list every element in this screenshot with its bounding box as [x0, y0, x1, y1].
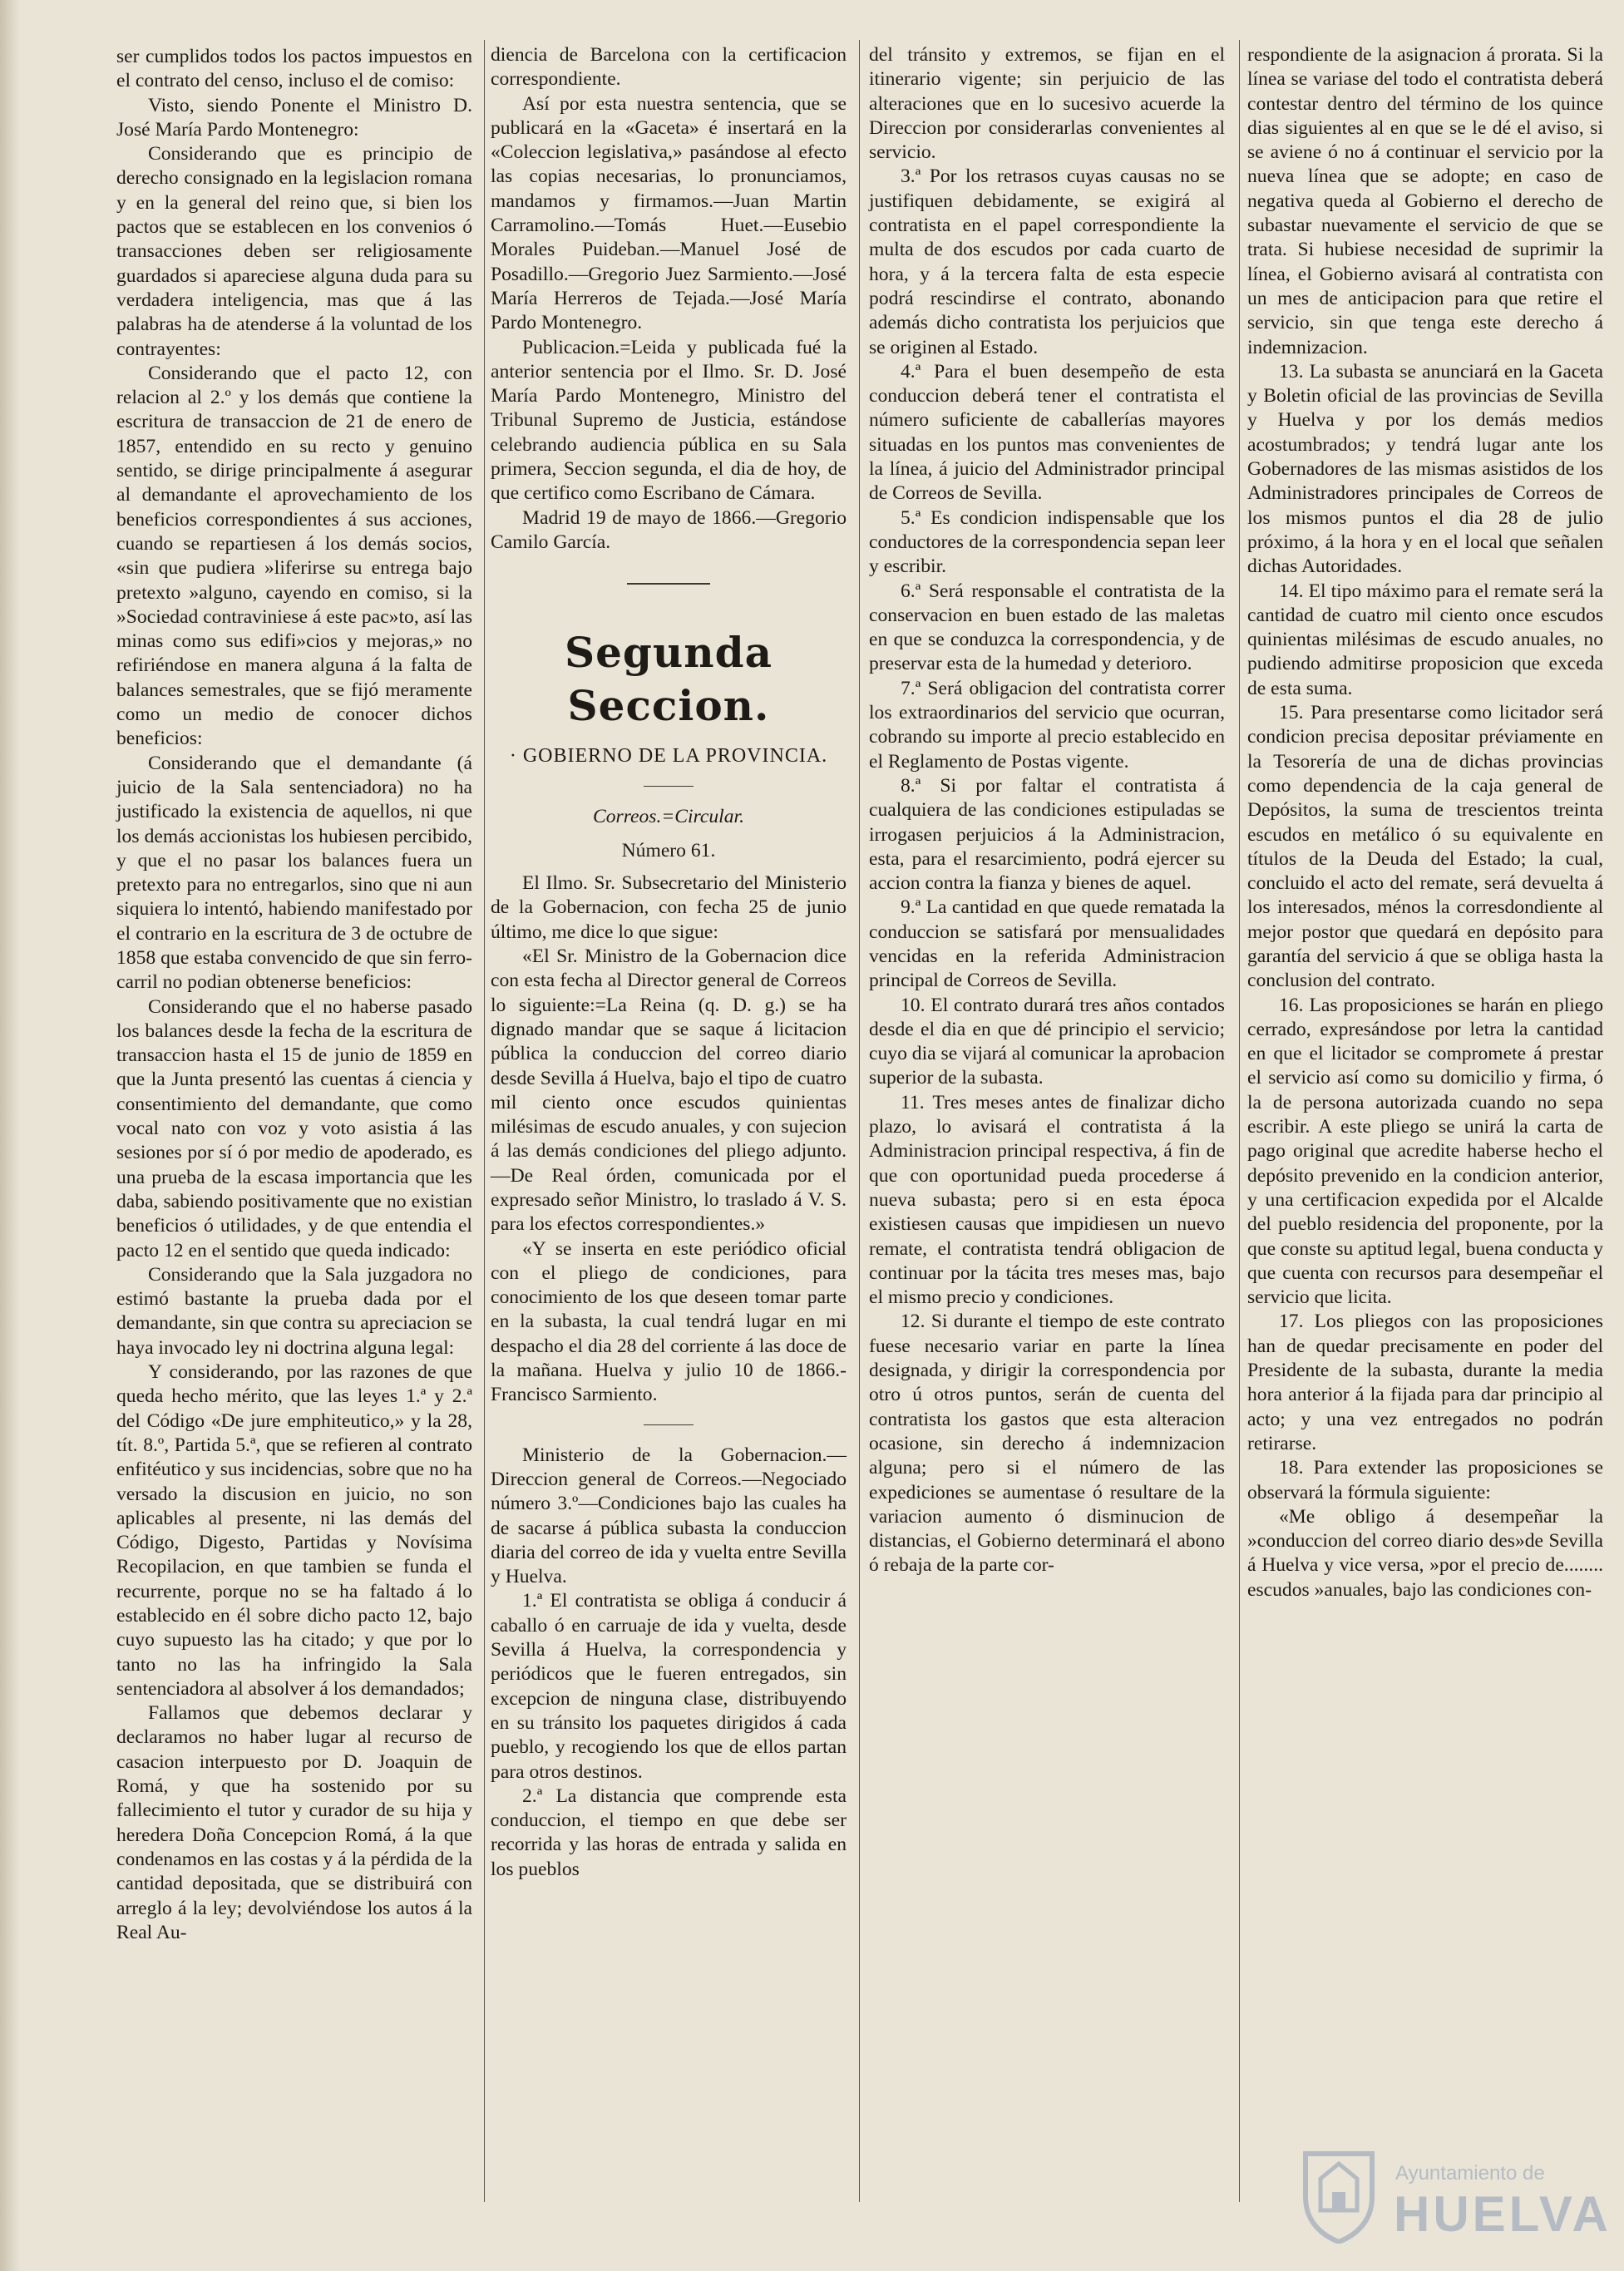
watermark-subtitle: Ayuntamiento de	[1395, 2162, 1545, 2185]
column-rule	[484, 40, 485, 2202]
paragraph: Considerando que es principio de derecho consignado en la legislacion romana y en la general del reino que, si bien los pactos que se establecen en los convenios ó transacciones deben ser religiosamente guardados si apareciese alguna duda para su verdadera inteligencia, mas que á las palabras ha de atenderse á la voluntad de los contrayentes:	[116, 143, 472, 360]
paragraph: El Ilmo. Sr. Subsecretario del Ministerio de la Gobernacion, con fecha 25 de junio último, me dice lo que sigue:	[491, 872, 847, 943]
paragraph: 11. Tres meses antes de finalizar dicho plazo, lo avisará el contratista á la Administracion principal respectiva, á fin de que con oportunidad pueda procederse á nueva subasta; pero si en esta época existiesen causas que impidiesen un nuevo remate, el contratista tendrá obligacion de continuar por la tácita tres meses mas, bajo el mismo precio y condiciones.	[869, 1091, 1225, 1309]
paragraph: Considerando que el demandante (á juicio de la Sala sentenciadora) no ha justificado la existencia de aquellos, ni que los demás accionistas los hubiesen percibido, y que el no pasar los balances fuera un pretexto para no entregarlos, sino que ni aun siquiera lo intentó, habiendo manifestado por el contrario en la escritura de 3 de octubre de 1858 que estaba convencido de que sin ferro-carril no podian obtenerse beneficios:	[116, 752, 472, 994]
section-subtitle: · GOBIERNO DE LA PROVINCIA.	[509, 745, 828, 768]
paragraph: 2.ª La distancia que comprende esta conduccion, el tiempo en que debe ser recorrida y las horas de entrada y salida en los pueblos	[491, 1785, 847, 1880]
paragraph: Considerando que el pacto 12, con relacion al 2.º y los demás que contiene la escritura de transaccion de 21 de enero de 1857, entendido en su recto y genuino sentido, se dirige principalmente á asegurar al demandante el aprovechamiento de los beneficios correspondientes á sus acciones, cuando se repartiesen á los demás socios, «sin que pudiera »liferirse su entrega bajo pretexto »alguno, cayendo en comiso, si la »Sociedad contraviniese á este pac»to, así las minas como sus edifi»cios y mejoras,» no refiriéndose en manera alguna á la falta de balances semestrales, que se fijó meramente como un medio de conocer dichos beneficios:	[116, 362, 472, 750]
paragraph: 8.ª Si por faltar el contratista á cualquiera de las condiciones estipuladas se irrogasen perjuicios á la Administracion, esta, para el resarcimiento, podrá ejercer su accion contra la fianza y bienes de aquel.	[869, 774, 1225, 895]
paragraph: Ministerio de la Gobernacion.—Direccion general de Correos.—Negociado número 3.º—Condiciones bajo las cuales ha de sacarse á pública subasta la conduccion diaria del correo de ida y vuelta entre Sevilla y Huelva.	[491, 1444, 847, 1588]
column-4	[1247, 43, 1603, 1602]
paragraph: Visto, siendo Ponente el Ministro D. José María Pardo Montenegro:	[116, 94, 472, 141]
archive-watermark	[1297, 2145, 1612, 2245]
coat-of-arms-icon	[1297, 2145, 1380, 2244]
page-edge-shadow	[0, 0, 20, 2271]
column-2	[491, 43, 847, 1882]
paragraph: respondiente de la asignacion á prorata. Si la línea se variase del todo el contratista deberá contestar dentro del término de los quince dias siguientes al en que se le dé el aviso, si se aviene ó no á continuar el servicio por la nueva línea que se adopte; en caso de negativa queda al Gobierno el derecho de subastar nuevamente el servicio de que se trata. Si hubiese necesidad de suprimir la línea, el Gobierno avisará al contratista con un mes de anticipacion para que retire el servicio, sin que tenga este derecho á indemnizacion.	[1247, 44, 1603, 358]
paragraph: 4.ª Para el buen desempeño de esta conduccion deberá tener el contratista el número suficiente de caballerías mayores situadas en los puntos mas convenientes de la línea, á juicio del Administrador principal de Correos de Sevilla.	[869, 360, 1225, 505]
paragraph: 10. El contrato durará tres años contados desde el dia en que dé principio el servicio; cuyo dia se vijará al comunicar la aprobacion superior de la subasta.	[869, 994, 1225, 1089]
circular-number: Número 61.	[621, 839, 716, 861]
paragraph: 14. El tipo máximo para el remate será la cantidad de cuatro mil ciento once escudos quinientas milésimas de escudo anuales, no pudiendo admitirse proposicion que exceda de esta suma.	[1247, 580, 1603, 699]
paragraph: 12. Si durante el tiempo de este contrato fuese necesario variar en parte la línea designada, y dirigir la correspondencia por otro ú otros puntos, serán de cuenta del contratista los gastos que esta alteracion ocasione, sin derecho á indemnizacion alguna; pero si el número de las expediciones se aumentase ó resultare de la variacion aumento ó disminucion de distancias, el Gobierno determinará el abono ó rebaja de la parte cor-	[869, 1311, 1225, 1577]
section-divider	[627, 583, 710, 585]
paragraph: 3.ª Por los retrasos cuyas causas no se justifiquen debidamente, se exigirá al contratista en el papel correspondiente la multa de dos escudos por cada cuarto de hora, y á la tercera falta de esta especie podrá rescindirse el contrato, abonando además dicho contratista los perjuicios que se originen al Estado.	[869, 165, 1225, 358]
paragraph: del tránsito y extremos, se fijan en el itinerario vigente; sin perjuicio de las alteraciones que en lo sucesivo acuerde la Direccion por considerarlas convenientes al servicio.	[869, 44, 1225, 164]
paragraph: 16. Las proposiciones se harán en pliego cerrado, expresándose por letra la cantidad en que el licitador se compromete á prestar el servicio así como su domicilio y firma, ó la de persona autorizada cuando no sepa escribir. A este pliego se unirá la carta de pago original que acredite haberse hecho el depósito prevenido en la condicion anterior, y una certificacion expedida por el Alcalde del pueblo residencia del proponente, por la que conste su aptitud legal, buena conducta y que cuenta con recursos para desempeñar el servicio que licita.	[1247, 994, 1603, 1309]
paragraph: ser cumplidos todos los pactos impuestos en el contrato del censo, incluso el de comiso:	[116, 46, 472, 92]
paragraph: Y considerando, por las razones de que queda hecho mérito, que las leyes 1.ª y 2.ª del Código «De jure emphiteutico,» y la 28, tít. 8.º, Partida 5.ª, que se refieren al contrato enfitéutico y sus incidencias, sobre que no ha versado la discusion en juicio, no son aplicables al presente, ni las demás del Código, Digesto, Partidas y Novísima Recopilacion, en que tambien se funda el recurrente, porque no se ha faltado á lo establecido en él sobre dicho pacto 12, bajo cuyo supuesto las ha citado; y que por lo tanto no las ha infringido la Sala sentenciadora al absolver á los demandados;	[116, 1361, 472, 1700]
paragraph: 5.ª Es condicion indispensable que los conductores de la correspondencia sepan leer y escribir.	[869, 506, 1225, 578]
column-rule	[859, 40, 860, 2202]
paragraph: «El Sr. Ministro de la Gobernacion dice con esta fecha al Director general de Correos lo siguiente:=La Reina (q. D. g.) se ha dignado mandar que se saque á licitacion pública la conduccion del correo diario desde Sevilla á Huelva, bajo el tipo de cuatro mil ciento once escudos quinientas milésimas de escudo anuales, y con sujecion á las demás condiciones del pliego adjunto.—De Real órden, comunicada por el expresado señor Ministro, lo traslado á V. S. para los efectos correspondientes.»	[491, 945, 847, 1236]
column-1	[116, 45, 472, 1945]
paragraph: 9.ª La cantidad en que quede rematada la conduccion se satisfará por mensualidades vencidas en la referida Administracion principal de Correos de Sevilla.	[869, 896, 1225, 992]
paragraph: 1.ª El contratista se obliga á conducir á caballo ó en carruaje de ida y vuelta, desde Sevilla á Huelva, la correspondencia y periódicos que le fueren entregados, sin excepcion de ninguna clase, distribuyendo en su tránsito los paquetes dirigidos á cada pueblo, y recogiendo los que de ellos partan para otros destinos.	[491, 1590, 847, 1783]
paragraph: Considerando que la Sala juzgadora no estimó bastante la prueba dada por el demandante, sin que contra su apreciacion se haya invocado ley ni doctrina alguna legal:	[116, 1263, 472, 1359]
paragraph: Publicacion.=Leida y publicada fué la anterior sentencia por el Ilmo. Sr. D. José María Pardo Montenegro, Ministro del Tribunal Supremo de Justicia, estándose celebrando audiencia pública en su Sala primera, Seccion segunda, el dia de hoy, de que certifico como Escribano de Cámara.	[491, 336, 847, 505]
paragraph: Así por esta nuestra sentencia, que se publicará en la «Gaceta» é insertará en la «Coleccion legislativa,» pasándose al efecto las copias necesarias, lo pronunciamos, mandamos y firmamos.—Juan Martin Carramolino.—Tomás Huet.—Eusebio Morales Puideban.—Manuel José de Posadillo.—Gregorio Juez Sarmiento.—José María Herreros de Tejada.—José María Pardo Montenegro.	[491, 92, 847, 334]
short-divider	[644, 1424, 694, 1425]
paragraph: Considerando que el no haberse pasado los balances desde la fecha de la escritura de transaccion hasta el 15 de junio de 1859 en que la Junta presentó las cuentas á ciencia y consentimiento del demandante, que como vocal nato con voz y voto asistia á las sesiones por sí ó por medio de apoderado, es una prueba de la escasa importancia que les daba, sabiendo positivamente que no existian beneficios ó utilidades, y de que entendia el pacto 12 en el sentido que queda indicado:	[116, 995, 472, 1261]
watermark-title: HUELVA	[1394, 2186, 1612, 2242]
paragraph: 17. Los pliegos con las proposiciones han de quedar precisamente en poder del Presidente de la subasta, durante la media hora anterior á la fijada para dar principio al acto; y una vez entregados no podrán retirarse.	[1247, 1311, 1603, 1454]
paragraph: 13. La subasta se anunciará en la Gaceta y Boletin oficial de las provincias de Sevilla y Huelva y por los demás medios acostumbrados; y tendrá lugar ante los Gobernadores de las mismas asistidos de los Administradores principales de Correos de los mismos puntos el dia 28 de julio próximo, á la hora y en el local que señalen dichas Autoridades.	[1247, 360, 1603, 578]
short-divider	[644, 786, 694, 787]
paragraph: «Me obligo á desempeñar la »conduccion del correo diario des»de Sevilla á Huelva y vice versa, »por el precio de........ escudos »anuales, bajo las condiciones con-	[1247, 1505, 1603, 1601]
paragraph: «Y se inserta en este periódico oficial con el pliego de condiciones, para conocimiento de los que deseen tomar parte en la subasta, la cual tendrá lugar en mi despacho el dia 28 del corriente á las doce de la mañana. Huelva y julio 10 de 1866.-Francisco Sarmiento.	[491, 1237, 847, 1406]
paragraph: Fallamos que debemos declarar y declaramos no haber lugar al recurso de casacion interpuesto por D. Joaquin de Romá, y que ha sostenido por su fallecimiento el tutor y curador de su hija y heredera Doña Concepcion Romá, á la que condenamos en las costas y á la pérdida de la cantidad depositada, que se distribuirá con arreglo á la ley; devolviéndose los autos á la Real Au-	[116, 1702, 472, 1943]
paragraph: diencia de Barcelona con la certificacion correspondiente.	[491, 44, 847, 91]
section-title: Segunda Seccion.	[565, 628, 773, 731]
column-rule	[1239, 40, 1240, 2202]
paragraph: 18. Para extender las proposiciones se observará la fórmula siguiente:	[1247, 1457, 1603, 1503]
paragraph: 15. Para presentarse como licitador será condicion precisa depositar préviamente en la Tesorería de una de dichas provincias como dependencia de la caja general de Depósitos, la suma de trescientos treinta escudos en metálico ó su equivalente en títulos de la Deuda del Estado; la cual, concluido el acto del remate, será devuelta á los interesados, ménos la corresdondiente al mejor postor que quedará en depósito para garantía del servicio á que se obliga hasta la conclusion del contrato.	[1247, 702, 1603, 992]
dateline: Madrid 19 de mayo de 1866.—Gregorio Camilo García.	[491, 506, 847, 553]
paragraph: 6.ª Será responsable el contratista de la conservacion en buen estado de las maletas en que se conduzca la correspondencia, y de preservar esta de la humedad y deterioro.	[869, 580, 1225, 675]
paragraph: 7.ª Será obligacion del contratista correr los extraordinarios del servicio que ocurran, cobrando su importe al precio establecido en el Reglamento de Postas vigente.	[869, 677, 1225, 773]
circular-heading: Correos.=Circular.	[593, 805, 744, 827]
column-3	[869, 43, 1225, 1578]
